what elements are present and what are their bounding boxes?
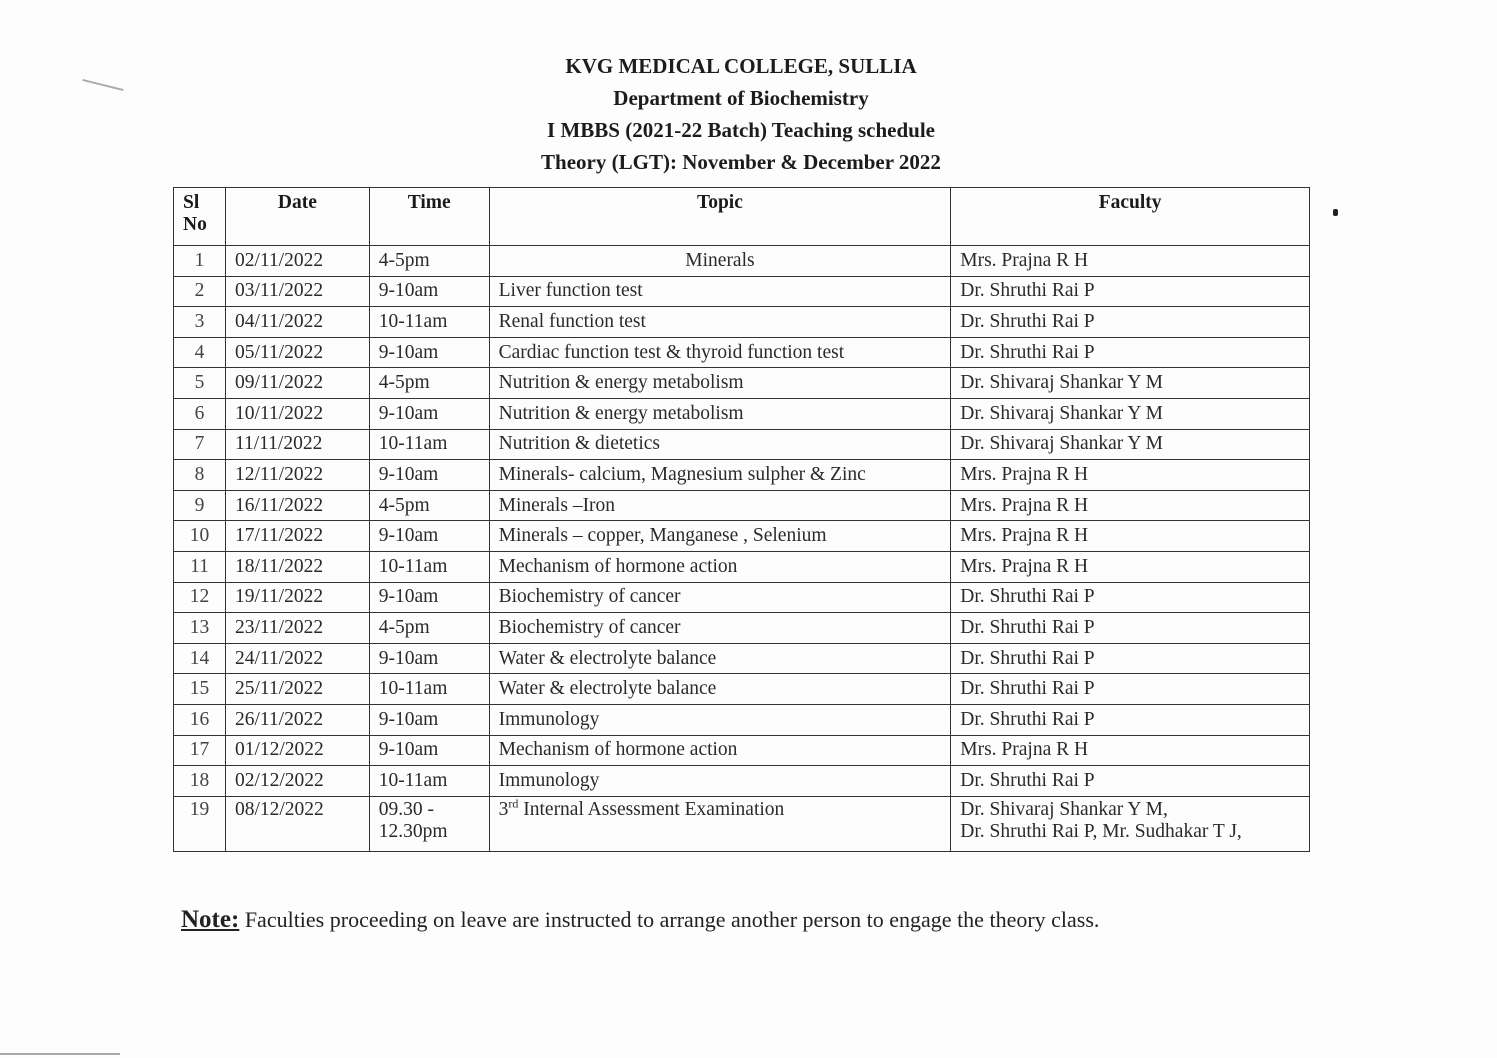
cell-topic: Mechanism of hormone action bbox=[489, 551, 951, 582]
table-row bbox=[174, 766, 1310, 797]
table-row bbox=[174, 643, 1310, 674]
cell-topic: Minerals- calcium, Magnesium sulpher & Zinc bbox=[489, 460, 951, 491]
cell-topic: Minerals bbox=[489, 246, 951, 277]
cell-time: 4-5pm bbox=[369, 490, 489, 521]
cell-faculty: Dr. Shivaraj Shankar Y M, Dr. Shruthi Rai P, Mr. Sudhakar T J, bbox=[951, 796, 1310, 851]
cell-time: 9-10am bbox=[369, 460, 489, 491]
cell-time: 10-11am bbox=[369, 429, 489, 460]
cell-time: 4-5pm bbox=[369, 613, 489, 644]
cell-faculty: Dr. Shivaraj Shankar Y M bbox=[951, 398, 1310, 429]
cell-time: 10-11am bbox=[369, 307, 489, 338]
cell-date: 16/11/2022 bbox=[225, 490, 369, 521]
cell-time: 9-10am bbox=[369, 735, 489, 766]
cell-topic: Nutrition & energy metabolism bbox=[489, 398, 951, 429]
cell-sl: 16 bbox=[174, 704, 226, 735]
table-row bbox=[174, 735, 1310, 766]
table-row bbox=[174, 429, 1310, 460]
cell-faculty: Dr. Shivaraj Shankar Y M bbox=[951, 368, 1310, 399]
cell-topic: Nutrition & dietetics bbox=[489, 429, 951, 460]
table-row bbox=[174, 368, 1310, 399]
cell-topic: Mechanism of hormone action bbox=[489, 735, 951, 766]
cell-date: 23/11/2022 bbox=[225, 613, 369, 644]
cell-time: 10-11am bbox=[369, 766, 489, 797]
cell-topic: Liver function test bbox=[489, 276, 951, 307]
cell-time: 9-10am bbox=[369, 582, 489, 613]
cell-date: 26/11/2022 bbox=[225, 704, 369, 735]
cell-faculty: Dr. Shruthi Rai P bbox=[951, 766, 1310, 797]
cell-date: 25/11/2022 bbox=[225, 674, 369, 705]
cell-time: 4-5pm bbox=[369, 246, 489, 277]
note-text: Faculties proceeding on leave are instructed to arrange another person to engage the theory class. bbox=[239, 907, 1100, 932]
scan-edge-mark bbox=[0, 1053, 120, 1055]
cell-topic: Water & electrolyte balance bbox=[489, 643, 951, 674]
cell-faculty: Dr. Shruthi Rai P bbox=[951, 582, 1310, 613]
header-topic: Topic bbox=[489, 188, 951, 246]
cell-sl: 5 bbox=[174, 368, 226, 399]
cell-time: 9-10am bbox=[369, 704, 489, 735]
cell-date: 18/11/2022 bbox=[225, 551, 369, 582]
table-row bbox=[174, 246, 1310, 277]
cell-topic: Immunology bbox=[489, 766, 951, 797]
cell-faculty: Dr. Shruthi Rai P bbox=[951, 307, 1310, 338]
table-row bbox=[174, 521, 1310, 552]
document-header bbox=[0, 50, 1482, 178]
table-row bbox=[174, 337, 1310, 368]
cell-date: 11/11/2022 bbox=[225, 429, 369, 460]
college-name: KVG MEDICAL COLLEGE, SULLIA bbox=[565, 54, 917, 78]
cell-time: 10-11am bbox=[369, 674, 489, 705]
cell-sl: 7 bbox=[174, 429, 226, 460]
schedule-period: Theory (LGT): November & December 2022 bbox=[541, 150, 941, 174]
department-name: Department of Biochemistry bbox=[613, 86, 869, 110]
table-row bbox=[174, 582, 1310, 613]
cell-time: 9-10am bbox=[369, 276, 489, 307]
cell-faculty: Dr. Shruthi Rai P bbox=[951, 674, 1310, 705]
cell-topic: Nutrition & energy metabolism bbox=[489, 368, 951, 399]
cell-sl: 9 bbox=[174, 490, 226, 521]
cell-sl: 17 bbox=[174, 735, 226, 766]
header-time: Time bbox=[369, 188, 489, 246]
cell-date: 17/11/2022 bbox=[225, 521, 369, 552]
cell-date: 01/12/2022 bbox=[225, 735, 369, 766]
cell-faculty: Dr. Shruthi Rai P bbox=[951, 613, 1310, 644]
cell-time: 9-10am bbox=[369, 398, 489, 429]
table-row bbox=[174, 307, 1310, 338]
cell-time: 4-5pm bbox=[369, 368, 489, 399]
table-row-exam bbox=[174, 796, 1310, 851]
cell-date: 04/11/2022 bbox=[225, 307, 369, 338]
cell-sl: 14 bbox=[174, 643, 226, 674]
cell-faculty: Dr. Shruthi Rai P bbox=[951, 643, 1310, 674]
cell-sl: 15 bbox=[174, 674, 226, 705]
cell-sl: 12 bbox=[174, 582, 226, 613]
cell-date: 24/11/2022 bbox=[225, 643, 369, 674]
cell-topic: Immunology bbox=[489, 704, 951, 735]
cell-topic: Minerals –Iron bbox=[489, 490, 951, 521]
table-row bbox=[174, 613, 1310, 644]
cell-date: 02/11/2022 bbox=[225, 246, 369, 277]
cell-faculty: Dr. Shivaraj Shankar Y M bbox=[951, 429, 1310, 460]
cell-time: 9-10am bbox=[369, 521, 489, 552]
cell-sl: 19 bbox=[174, 796, 226, 851]
table-row bbox=[174, 490, 1310, 521]
cell-topic: Minerals – copper, Manganese , Selenium bbox=[489, 521, 951, 552]
cell-date: 05/11/2022 bbox=[225, 337, 369, 368]
cell-time: 09.30 - 12.30pm bbox=[369, 796, 489, 851]
cell-faculty: Mrs. Prajna R H bbox=[951, 460, 1310, 491]
table-row bbox=[174, 674, 1310, 705]
table-row bbox=[174, 460, 1310, 491]
cell-date: 08/12/2022 bbox=[225, 796, 369, 851]
cell-topic: Water & electrolyte balance bbox=[489, 674, 951, 705]
cell-faculty: Mrs. Prajna R H bbox=[951, 735, 1310, 766]
cell-faculty: Dr. Shruthi Rai P bbox=[951, 704, 1310, 735]
batch-title: I MBBS (2021-22 Batch) Teaching schedule bbox=[547, 118, 935, 142]
cell-time: 10-11am bbox=[369, 551, 489, 582]
header-date: Date bbox=[225, 188, 369, 246]
cell-faculty: Mrs. Prajna R H bbox=[951, 551, 1310, 582]
cell-sl: 4 bbox=[174, 337, 226, 368]
table-row bbox=[174, 276, 1310, 307]
cell-sl: 3 bbox=[174, 307, 226, 338]
cell-sl: 8 bbox=[174, 460, 226, 491]
cell-topic: Cardiac function test & thyroid function test bbox=[489, 337, 951, 368]
cell-topic: Biochemistry of cancer bbox=[489, 582, 951, 613]
cell-date: 12/11/2022 bbox=[225, 460, 369, 491]
schedule-table bbox=[173, 187, 1310, 852]
table-header-row bbox=[174, 188, 1310, 246]
footer-note bbox=[181, 906, 1099, 934]
cell-sl: 10 bbox=[174, 521, 226, 552]
cell-sl: 2 bbox=[174, 276, 226, 307]
cell-faculty: Dr. Shruthi Rai P bbox=[951, 337, 1310, 368]
cell-faculty: Mrs. Prajna R H bbox=[951, 521, 1310, 552]
cell-faculty: Dr. Shruthi Rai P bbox=[951, 276, 1310, 307]
cell-sl: 6 bbox=[174, 398, 226, 429]
cell-date: 19/11/2022 bbox=[225, 582, 369, 613]
table-row bbox=[174, 704, 1310, 735]
cell-sl: 11 bbox=[174, 551, 226, 582]
cell-faculty: Mrs. Prajna R H bbox=[951, 246, 1310, 277]
cell-faculty: Mrs. Prajna R H bbox=[951, 490, 1310, 521]
header-sl-no: Sl No bbox=[174, 188, 226, 246]
cell-date: 02/12/2022 bbox=[225, 766, 369, 797]
table-row bbox=[174, 551, 1310, 582]
cell-date: 10/11/2022 bbox=[225, 398, 369, 429]
cell-sl: 13 bbox=[174, 613, 226, 644]
cell-time: 9-10am bbox=[369, 643, 489, 674]
cell-sl: 1 bbox=[174, 246, 226, 277]
note-label: Note: bbox=[181, 906, 240, 933]
table-row bbox=[174, 398, 1310, 429]
cell-topic: Biochemistry of cancer bbox=[489, 613, 951, 644]
scan-dot-mark bbox=[1333, 209, 1338, 216]
cell-sl: 18 bbox=[174, 766, 226, 797]
cell-topic: Renal function test bbox=[489, 307, 951, 338]
cell-time: 9-10am bbox=[369, 337, 489, 368]
header-faculty: Faculty bbox=[951, 188, 1310, 246]
cell-date: 09/11/2022 bbox=[225, 368, 369, 399]
cell-topic: 3rd Internal Assessment Examination bbox=[489, 796, 951, 851]
cell-date: 03/11/2022 bbox=[225, 276, 369, 307]
